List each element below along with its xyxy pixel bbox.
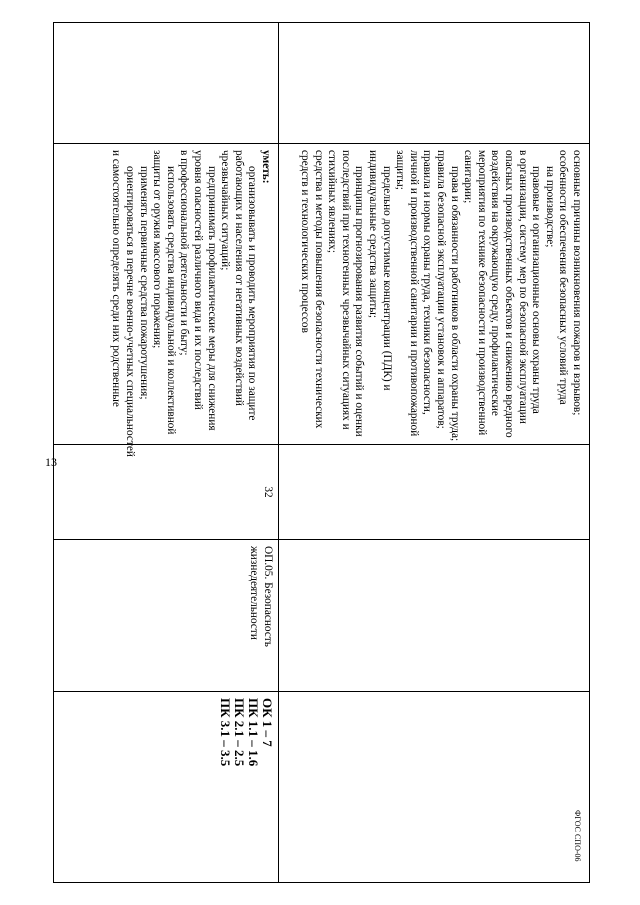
competency-code: ПК 1.1 – 1.6 [246, 698, 261, 767]
text-line: воздействия на окружающую среду, профилактические [489, 150, 502, 416]
text-line: личной и производственной санитарии и противопожарной [407, 150, 420, 437]
competency-code: ОК 1 – 7 [260, 698, 275, 747]
table-row [279, 23, 590, 883]
text-line: в организации, систему мер по безопасной эксплуатации [516, 150, 529, 424]
content-list [298, 144, 589, 444]
text-line: правила безопасной эксплуатации установок и аппаратов; [435, 150, 448, 429]
text-line: чрезвычайных ситуаций; [219, 150, 232, 271]
text-line: индивидуальные средства защиты; [367, 150, 380, 319]
text-line: средств и технологических процессов [299, 150, 312, 333]
curriculum-table [53, 22, 590, 883]
content-cell [54, 144, 279, 457]
rotated-table-wrapper [60, 22, 590, 877]
competency-code: ПК 2.1 – 2.5 [232, 698, 247, 767]
text-line: принципы прогнозирования развития событий и оценки [353, 166, 366, 437]
text-line: последствий при техногенных чрезвычайных ситуациях и [339, 150, 352, 430]
text-line: защиты; [394, 150, 407, 190]
competency-code: ПК 3.1 – 3.5 [218, 698, 233, 767]
hours-cell [279, 445, 590, 540]
text-line: на производстве; [543, 166, 556, 248]
text-line: особенности обеспечения безопасных условий труда [557, 150, 570, 405]
text-line: санитарии; [462, 150, 475, 204]
text-line: работающих и населения от негативных воздействий [232, 150, 245, 406]
discipline-cell [279, 540, 590, 692]
skills-list [109, 150, 259, 457]
text-line: и самостоятельно определять среди них родственные [110, 150, 123, 407]
text-line: опасных производственных объектов и снижению вредного [503, 150, 516, 438]
discipline-name-line: жизнедеятельности [248, 546, 261, 640]
footer-label: ФГОС СПО-06 [573, 810, 582, 862]
table-row [54, 23, 279, 883]
competencies-cell [54, 692, 279, 883]
content-cell [279, 144, 590, 445]
index-cell [279, 23, 590, 144]
text-line: применять первичные средства пожаротушения; [137, 166, 150, 400]
content-list [109, 144, 278, 457]
hours-cell: 32 [54, 445, 279, 540]
text-line: мероприятия по технике безопасности и производственной [475, 150, 488, 436]
text-line: основные причины возникновения пожаров и взрывов; [571, 150, 583, 416]
page-number: 13 [45, 455, 57, 469]
text-line: средства и методы повышения безопасности технических [312, 150, 325, 429]
index-cell [54, 23, 279, 144]
text-line: права и обязанности работников в области охраны труда; [448, 166, 461, 442]
text-line: организовывать и проводить мероприятия по защите [246, 166, 259, 421]
section-heading: уметь: [260, 150, 272, 184]
text-line: предпринимать профилактические меры для снижения [205, 166, 218, 431]
text-line: стихийных явлениях; [326, 150, 339, 253]
discipline-name-line: ОП.05. Безопасность [262, 546, 274, 647]
text-line: предельно допустимые концентрации (ПДК) и [380, 166, 393, 391]
text-line: использовать средства индивидуальной и коллективной [164, 166, 177, 435]
text-line: уровня опасностей различного вида и их последствий [192, 150, 205, 410]
discipline-cell [54, 540, 279, 692]
competencies-cell [279, 692, 590, 883]
text-line: защиты от оружия массового поражения; [151, 150, 164, 349]
text-line: ориентироваться в перечне военно-учетных специальностей [124, 166, 137, 457]
text-line: в профессиональной деятельности и быту; [178, 150, 191, 356]
text-line: правила и нормы охраны труда, техники безопасности, [421, 150, 434, 415]
text-line: правовые и организационные основы охраны труда [530, 166, 543, 414]
